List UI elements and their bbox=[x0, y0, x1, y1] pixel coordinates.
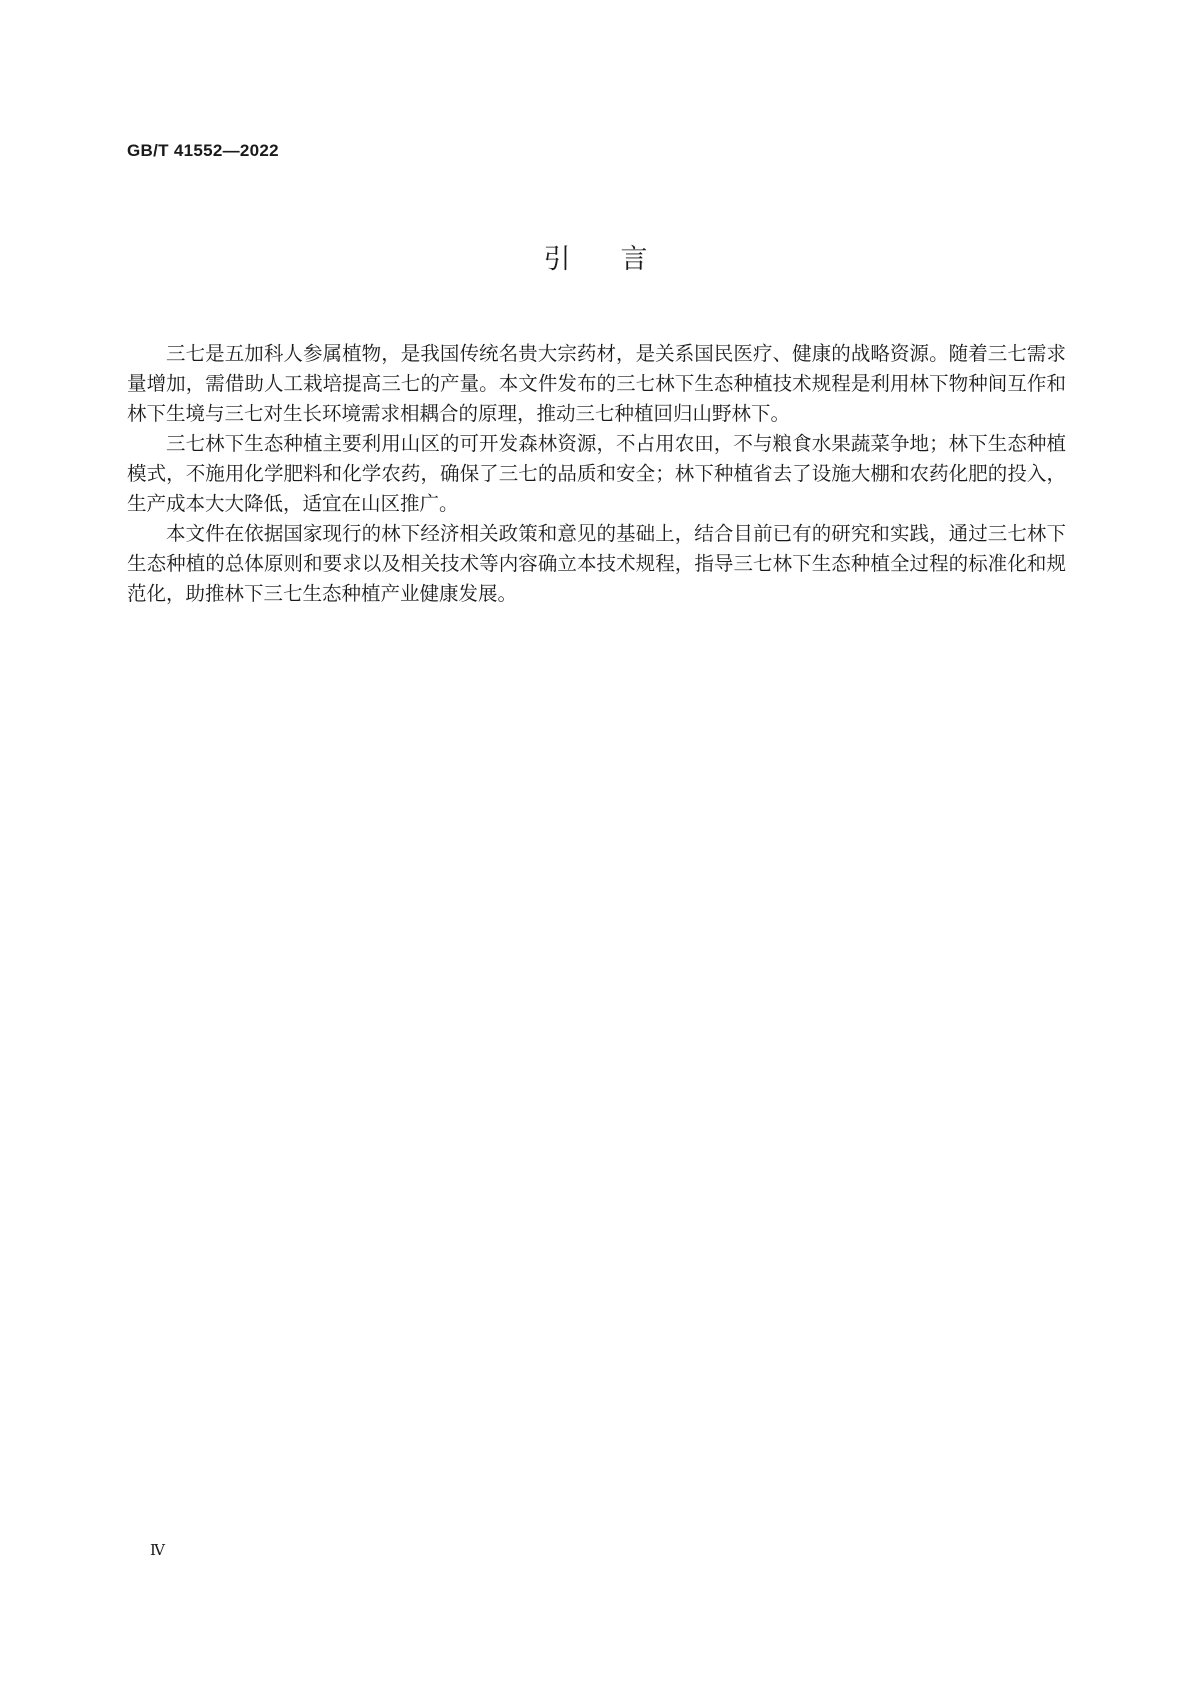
standard-code: GB/T 41552—2022 bbox=[127, 141, 279, 160]
section-title: 引言 bbox=[543, 244, 698, 275]
page-number: Ⅳ bbox=[150, 1543, 165, 1559]
paragraph-2: 三七林下生态种植主要利用山区的可开发森林资源，不占用农田，不与粮食水果蔬菜争地；林下生态种植模式，不施用化学肥料和化学农药，确保了三七的品质和安全；林下种植省去了设施大棚和农药化肥的投入，生产成本大大降低，适宜在山区推广。 bbox=[127, 432, 1066, 515]
paragraph-1: 三七是五加科人参属植物，是我国传统名贵大宗药材，是关系国民医疗、健康的战略资源。随着三七需求量增加，需借助人工栽培提高三七的产量。本文件发布的三七林下生态种植技术规程是利用林下物种间互作和林下生境与三七对生长环境需求相耦合的原理，推动三七种植回归山野林下。 bbox=[127, 342, 1066, 425]
paragraph-3: 本文件在依据国家现行的林下经济相关政策和意见的基础上，结合目前已有的研究和实践，通过三七林下生态种植的总体原则和要求以及相关技术等内容确立本技术规程，指导三七林下生态种植全过程的标准化和规范化，助推林下三七生态种植产业健康发展。 bbox=[127, 522, 1066, 605]
body-text bbox=[127, 339, 1066, 609]
